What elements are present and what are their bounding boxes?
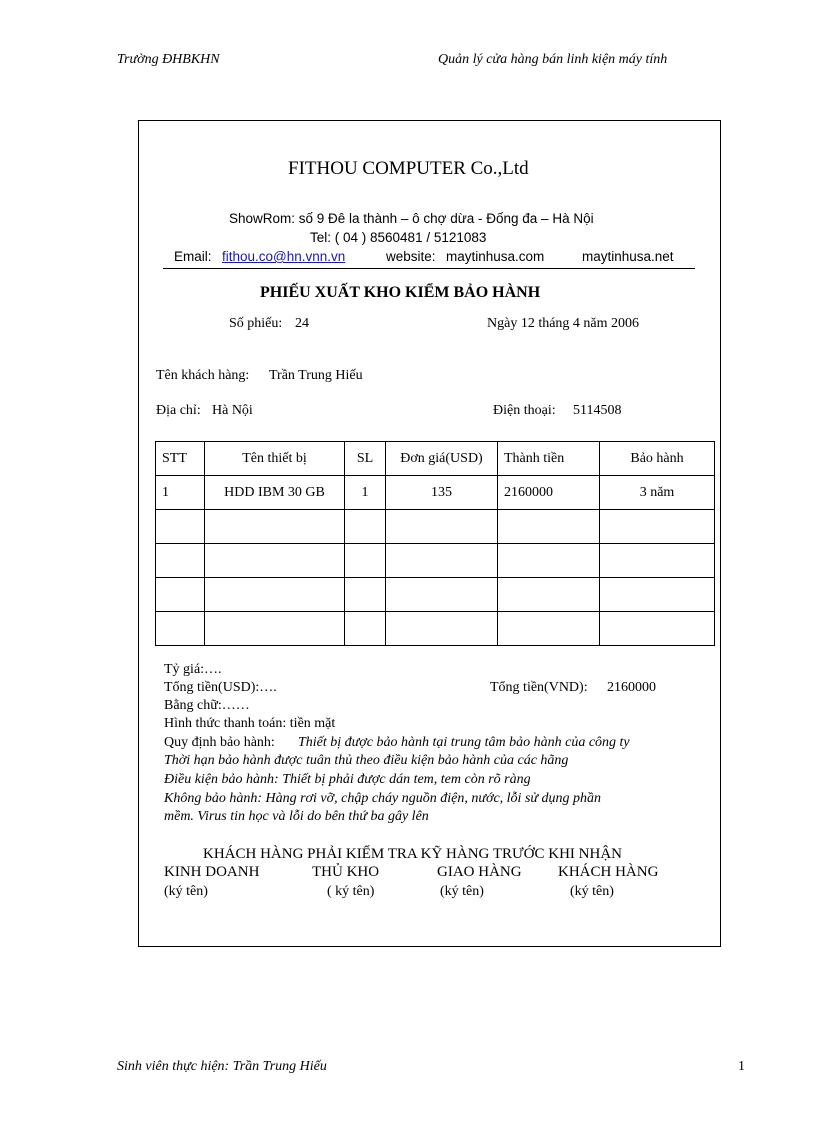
total-vnd-label: Tổng tiền(VND): <box>490 680 588 695</box>
company-email-label: Email: <box>174 249 212 264</box>
signature-sign-delivery: (ký tên) <box>440 884 484 899</box>
total-usd: Tổng tiền(USD):…. <box>164 680 277 695</box>
cell-warranty <box>600 612 715 646</box>
warranty-period: Thời hạn bảo hành được tuân thủ theo điều kiện bảo hành của các hãng <box>164 753 569 768</box>
cell-stt: 1 <box>156 476 205 510</box>
customer-name: Trần Trung Hiếu <box>269 368 363 383</box>
cell-unit-price <box>386 544 498 578</box>
cell-amount <box>498 612 600 646</box>
exchange-rate: Tỷ giá:…. <box>164 662 222 677</box>
signature-sign-sales: (ký tên) <box>164 884 208 899</box>
cell-warranty: 3 năm <box>600 476 715 510</box>
items-table <box>155 441 715 646</box>
signature-role-sales: KINH DOANH <box>164 864 260 880</box>
no-warranty-line-1: Không bảo hành: Hàng rơi vỡ, chập cháy nguồn điện, nước, lỗi sử dụng phần <box>164 791 602 806</box>
table-row <box>156 510 715 544</box>
cell-stt <box>156 544 205 578</box>
cell-warranty <box>600 510 715 544</box>
company-tel: Tel: ( 04 ) 8560481 / 5121083 <box>310 230 487 245</box>
company-showroom: ShowRom: số 9 Đê la thành – ô chợ dừa - Đống đa – Hà Nội <box>229 211 594 226</box>
slip-number-label: Số phiếu: <box>229 316 283 331</box>
col-header-qty: SL <box>345 442 386 476</box>
cell-warranty <box>600 544 715 578</box>
cell-device <box>205 578 345 612</box>
signature-role-customer: KHÁCH HÀNG <box>558 864 659 880</box>
signature-role-warehouse: THỦ KHO <box>312 864 380 880</box>
customer-phone: 5114508 <box>573 403 622 418</box>
page-number: 1 <box>738 1059 745 1074</box>
cell-unit-price <box>386 510 498 544</box>
header-school: Trường ĐHBKHN <box>117 52 220 67</box>
header-divider <box>163 268 695 269</box>
cell-device <box>205 544 345 578</box>
header-subject: Quản lý cửa hàng bán linh kiện máy tính <box>438 52 668 67</box>
cell-stt <box>156 510 205 544</box>
cell-unit-price <box>386 612 498 646</box>
cell-device <box>205 612 345 646</box>
cell-amount <box>498 510 600 544</box>
warranty-condition: Điều kiện bảo hành: Thiết bị phải được dán tem, tem còn rõ ràng <box>164 772 531 787</box>
customer-phone-label: Điện thoại: <box>493 403 556 418</box>
table-row <box>156 612 715 646</box>
company-email-link[interactable]: fithou.co@hn.vnn.vn <box>222 249 346 264</box>
company-name: FITHOU COMPUTER Co.,Ltd <box>288 158 529 179</box>
cell-unit-price: 135 <box>386 476 498 510</box>
company-website-label: website: <box>386 249 436 264</box>
signature-sign-customer: (ký tên) <box>570 884 614 899</box>
slip-date: Ngày 12 tháng 4 năm 2006 <box>487 316 640 331</box>
company-website-2: maytinhusa.net <box>582 249 674 264</box>
cell-device: HDD IBM 30 GB <box>205 476 345 510</box>
total-vnd: 2160000 <box>607 680 656 695</box>
footer-student: Sinh viên thực hiện: Trần Trung Hiếu <box>117 1059 327 1074</box>
col-header-warranty: Bảo hành <box>600 442 715 476</box>
cell-stt <box>156 612 205 646</box>
col-header-amount: Thành tiền <box>498 442 600 476</box>
cell-unit-price <box>386 578 498 612</box>
col-header-unit-price: Đơn giá(USD) <box>386 442 498 476</box>
signature-sign-warehouse: ( ký tên) <box>327 884 375 899</box>
cell-qty <box>345 578 386 612</box>
payment-method: Hình thức thanh toán: tiền mặt <box>164 716 336 731</box>
cell-qty <box>345 510 386 544</box>
signature-role-delivery: GIAO HÀNG <box>437 864 522 880</box>
slip-number: 24 <box>295 316 309 331</box>
cell-amount <box>498 578 600 612</box>
cell-amount <box>498 544 600 578</box>
customer-name-label: Tên khách hàng: <box>156 368 250 383</box>
cell-qty <box>345 544 386 578</box>
table-row <box>156 476 715 510</box>
warranty-rule: Thiết bị được bảo hành tại trung tâm bảo hành của công ty <box>298 735 630 750</box>
amount-in-words: Bằng chữ:…… <box>164 698 250 713</box>
customer-address: Hà Nội <box>212 403 253 418</box>
cell-stt <box>156 578 205 612</box>
company-website-1: maytinhusa.com <box>446 249 545 264</box>
table-header-row <box>156 442 715 476</box>
table-row <box>156 544 715 578</box>
customer-address-label: Địa chỉ: <box>156 403 201 418</box>
cell-device <box>205 510 345 544</box>
inspection-notice: KHÁCH HÀNG PHẢI KIỂM TRA KỸ HÀNG TRƯỚC KHI NHẬN <box>203 846 623 862</box>
col-header-device: Tên thiết bị <box>205 442 345 476</box>
col-header-stt: STT <box>156 442 205 476</box>
slip-title: PHIẾU XUẤT KHO KIỂM BẢO HÀNH <box>260 284 541 301</box>
cell-warranty <box>600 578 715 612</box>
no-warranty-line-2: mềm. Virus tin học và lỗi do bên thứ ba gây lên <box>164 809 429 824</box>
warranty-rule-label: Quy định bảo hành: <box>164 735 275 750</box>
cell-qty <box>345 612 386 646</box>
cell-amount: 2160000 <box>498 476 600 510</box>
table-row <box>156 578 715 612</box>
cell-qty: 1 <box>345 476 386 510</box>
